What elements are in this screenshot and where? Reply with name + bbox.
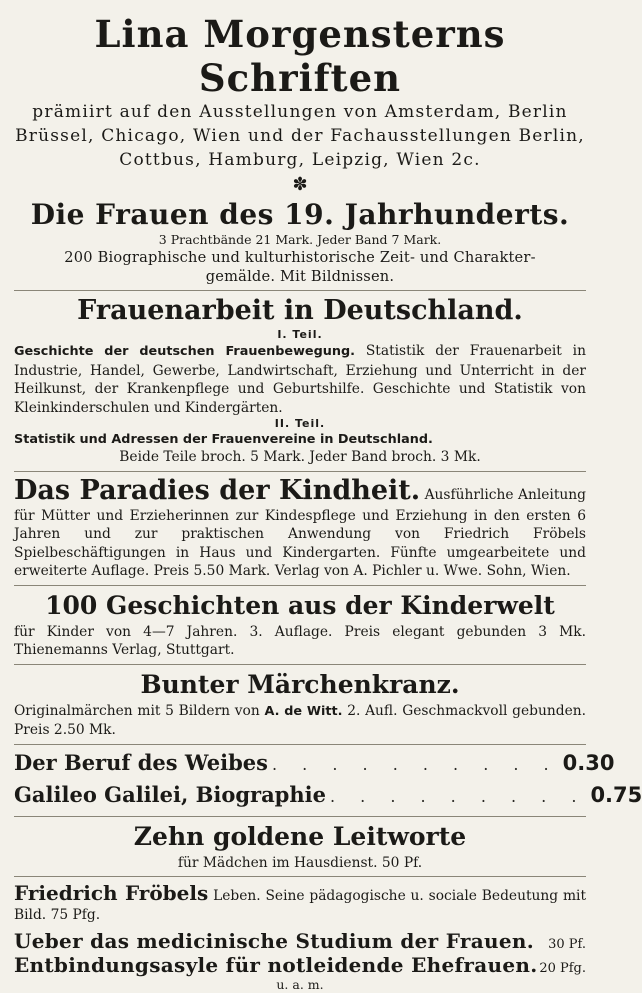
geschichten-text: für Kinder von 4—7 Jahren. 3. Auflage. Preis elegant gebunden 3 Mk. Thienemanns Verlag, Stuttgart. bbox=[14, 623, 586, 658]
divider bbox=[14, 585, 586, 586]
list-item bbox=[14, 748, 615, 780]
leitworte-title: Zehn goldene Leitworte bbox=[133, 821, 467, 851]
list-item-title: Galileo Galilei, Biographie bbox=[14, 781, 326, 807]
list-item-price: 0.30 bbox=[562, 750, 615, 775]
header-subtitle-3: Cottbus, Hamburg, Leipzig, Wien 2c. bbox=[119, 150, 481, 170]
frauenarbeit-teil1-head: Geschichte der deutschen Frauenbewegung. bbox=[14, 344, 355, 359]
frauen19-desc-1: 200 Biographische und kulturhistorische Zeit- und Charakter- bbox=[64, 249, 536, 266]
maerchen-author: A. de Witt. bbox=[264, 703, 343, 719]
studium-price: 30 Pf. bbox=[548, 936, 586, 952]
froebel-title: Friedrich Fröbels bbox=[14, 881, 209, 905]
leader-dots: . . . . . . . . . . bbox=[272, 754, 559, 774]
divider bbox=[14, 876, 586, 877]
frauen19-price: 3 Prachtbände 21 Mark. Jeder Band 7 Mark. bbox=[158, 232, 442, 247]
frauenarbeit-teil1: I. Teil. bbox=[277, 328, 323, 341]
divider bbox=[14, 471, 586, 472]
frauenarbeit-title: Frauenarbeit in Deutschland. bbox=[77, 295, 523, 326]
ornament-icon: ✽ bbox=[292, 174, 308, 195]
list-item bbox=[14, 929, 586, 953]
maerchen-text-pre: Originalmärchen mit 5 Bildern von bbox=[14, 702, 260, 719]
frauen19-desc-2: gemälde. Mit Bildnissen. bbox=[205, 268, 395, 285]
maerchen-title: Bunter Märchenkranz. bbox=[140, 669, 460, 699]
maerchen-text-post: 2. Aufl. Geschmackvoll gebunden. Preis 2.50 Mk. bbox=[14, 702, 587, 738]
page-title: Lina Morgensterns Schriften bbox=[94, 12, 506, 100]
paradies-text: Ausführliche Anleitung für Mütter und Erzieherinnen zur Kindespflege und Erziehung in den ersten 6 Jahren und zur praktischen Anwendung von Friedrich Fröbels Spielbeschäftigungen in Haus und Kindergarten. Fünfte umgearbeitete und erweiterte Auflage. Preis 5.50 Mark. Verlag von A. Pichler u. Wwe. Sohn, Wien. bbox=[14, 486, 586, 579]
leader-dots: . . . . . . . . . bbox=[329, 786, 587, 806]
frauenarbeit-teil2-head: Statistik und Adressen der Frauenvereine in Deutschland. bbox=[14, 432, 433, 447]
list-item bbox=[14, 953, 586, 977]
geschichten-title: 100 Geschichten aus der Kinderwelt bbox=[45, 590, 555, 620]
frauenarbeit-teil1-text bbox=[14, 342, 586, 417]
frauenarbeit-teil2: II. Teil. bbox=[274, 417, 326, 430]
divider bbox=[14, 290, 586, 291]
footer-text: u. a. m. bbox=[276, 976, 324, 992]
divider bbox=[14, 664, 586, 665]
header-subtitle-2: Brüssel, Chicago, Wien und der Fachausstellungen Berlin, bbox=[15, 126, 585, 146]
frauen19-title: Die Frauen des 19. Jahrhunderts. bbox=[30, 198, 570, 231]
froebel-block bbox=[14, 880, 586, 925]
froebel-text: Leben. Seine pädagogische u. sociale Bedeutung mit Bild. 75 Pfg. bbox=[14, 888, 586, 923]
list-item bbox=[14, 780, 642, 812]
studium-title: Ueber das medicinische Studium der Frauen. bbox=[14, 928, 534, 953]
asyle-price: 20 Pfg. bbox=[539, 960, 586, 976]
divider bbox=[14, 744, 586, 745]
header-subtitle-1: prämiirt auf den Ausstellungen von Amsterdam, Berlin bbox=[32, 102, 568, 122]
asyle-title: Entbindungsasyle für notleidende Ehefrauen. bbox=[14, 952, 538, 977]
list-item-title: Der Beruf des Weibes bbox=[14, 749, 268, 775]
list-item-price: 0.75 bbox=[590, 782, 642, 807]
paradies-block bbox=[14, 475, 586, 581]
leitworte-text: für Mädchen im Hausdienst. 50 Pf. bbox=[177, 854, 423, 871]
paradies-title: Das Paradies der Kindheit. bbox=[14, 474, 421, 506]
frauenarbeit-teil1-body: Statistik der Frauenarbeit in Industrie, Handel, Gewerbe, Landwirtschaft, Erziehung und Unterricht in der Heilkunst, der Krankenpflege und Geburtshilfe. Geschichte und Statistik von Kleinkinderschulen und Kindergärten. bbox=[14, 343, 586, 416]
frauenarbeit-teil2-text: Beide Teile broch. 5 Mark. Jeder Band broch. 3 Mk. bbox=[119, 449, 481, 465]
maerchen-text bbox=[14, 702, 586, 740]
divider bbox=[14, 816, 586, 817]
